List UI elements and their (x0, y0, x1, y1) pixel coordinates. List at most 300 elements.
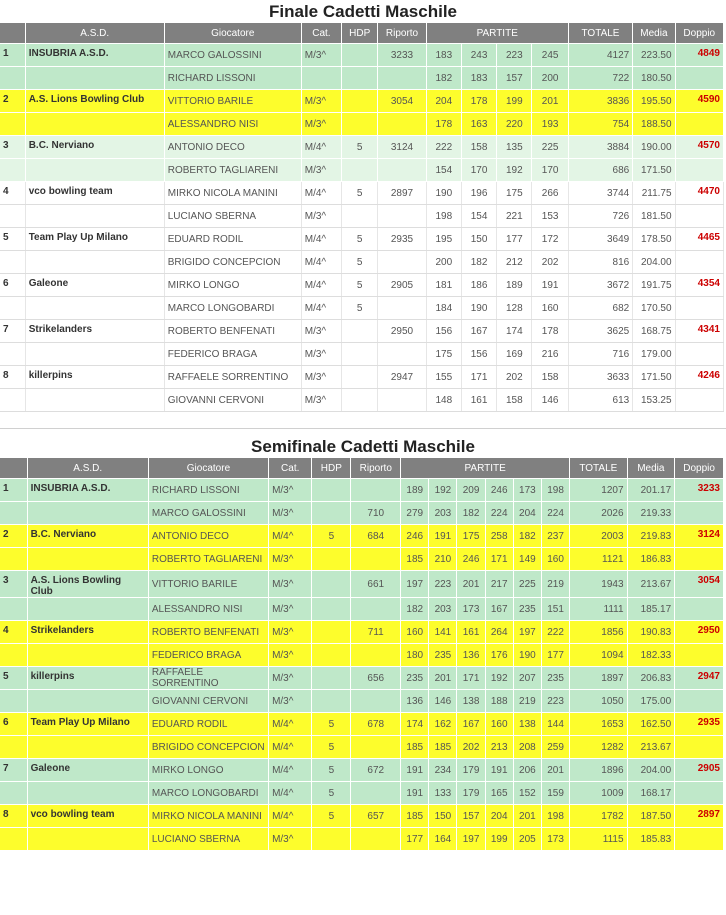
category-cell: M/4^ (269, 805, 312, 828)
game-score: 177 (401, 828, 429, 851)
totale-cell: 1050 (570, 690, 627, 713)
category-cell: M/4^ (269, 759, 312, 782)
category-cell: M/4^ (301, 228, 341, 251)
game-score: 178 (426, 113, 461, 136)
game-score: 221 (497, 205, 532, 228)
game-score: 203 (429, 598, 457, 621)
team-cell (27, 690, 148, 713)
game-score: 152 (513, 782, 541, 805)
rank-cell: 4 (0, 182, 25, 205)
player-name: ALESSANDRO NISI (148, 598, 268, 621)
game-score: 191 (429, 525, 457, 548)
team-cell (25, 251, 164, 274)
media-cell: 187.50 (627, 805, 675, 828)
doppio-cell (675, 502, 724, 525)
riporto-cell: 2905 (378, 274, 426, 297)
media-cell: 168.75 (633, 320, 675, 343)
game-score: 144 (541, 713, 569, 736)
game-score: 197 (401, 571, 429, 598)
game-score: 179 (457, 759, 485, 782)
game-score: 158 (532, 366, 568, 389)
game-score: 216 (532, 343, 568, 366)
header-doppio: Doppio (675, 23, 723, 44)
category-cell: M/3^ (301, 113, 341, 136)
doppio-cell: 4590 (675, 90, 723, 113)
game-score: 201 (541, 759, 569, 782)
game-score: 173 (457, 598, 485, 621)
media-cell: 190.83 (627, 621, 675, 644)
table-row (0, 782, 724, 805)
player-name: RICHARD LISSONI (164, 67, 301, 90)
doppio-cell (675, 67, 723, 90)
riporto-cell: 661 (351, 571, 401, 598)
riporto-cell: 3124 (378, 136, 426, 159)
player-name: MIRKO LONGO (148, 759, 268, 782)
game-score: 200 (426, 251, 461, 274)
category-cell: M/3^ (301, 320, 341, 343)
totale-cell: 3625 (568, 320, 632, 343)
game-score: 223 (541, 690, 569, 713)
media-cell: 182.33 (627, 644, 675, 667)
game-score: 192 (485, 667, 513, 690)
riporto-cell (351, 479, 401, 502)
game-score: 183 (426, 44, 461, 67)
media-cell: 168.17 (627, 782, 675, 805)
doppio-cell: 3054 (675, 571, 724, 598)
doppio-cell: 4341 (675, 320, 723, 343)
game-score: 192 (429, 479, 457, 502)
riporto-cell: 656 (351, 667, 401, 690)
game-score: 177 (497, 228, 532, 251)
table-row (0, 828, 724, 851)
table-row (0, 502, 724, 525)
game-score: 162 (429, 713, 457, 736)
header-cat: Cat. (269, 458, 312, 479)
game-score: 279 (401, 502, 429, 525)
category-cell: M/4^ (269, 713, 312, 736)
hdp-cell (342, 90, 378, 113)
media-cell: 185.83 (627, 828, 675, 851)
media-cell: 186.83 (627, 548, 675, 571)
totale-cell: 1282 (570, 736, 627, 759)
game-score: 237 (541, 525, 569, 548)
rank-cell (0, 502, 27, 525)
team-cell (27, 828, 148, 851)
game-score: 171 (461, 366, 496, 389)
player-name: MARCO GALOSSINI (164, 44, 301, 67)
media-cell: 171.50 (633, 366, 675, 389)
game-score: 153 (532, 205, 568, 228)
rank-cell (0, 343, 25, 366)
header-giocatore: Giocatore (148, 458, 268, 479)
category-cell: M/4^ (269, 525, 312, 548)
game-score: 169 (497, 343, 532, 366)
team-cell: A.S. Lions Bowling Club (25, 90, 164, 113)
player-name: FEDERICO BRAGA (148, 644, 268, 667)
riporto-cell (378, 251, 426, 274)
category-cell: M/3^ (301, 366, 341, 389)
player-name: BRIGIDO CONCEPCION (164, 251, 301, 274)
totale-cell: 1009 (570, 782, 627, 805)
table-row (0, 274, 724, 297)
player-name: MARCO GALOSSINI (148, 502, 268, 525)
game-score: 190 (461, 297, 496, 320)
doppio-cell: 2897 (675, 805, 724, 828)
media-cell: 191.75 (633, 274, 675, 297)
game-score: 185 (401, 805, 429, 828)
player-name: BRIGIDO CONCEPCION (148, 736, 268, 759)
table-row (0, 759, 724, 782)
game-score: 246 (457, 548, 485, 571)
game-score: 182 (426, 67, 461, 90)
game-score: 224 (541, 502, 569, 525)
doppio-cell (675, 644, 724, 667)
team-cell: Team Play Up Milano (27, 713, 148, 736)
game-score: 235 (513, 598, 541, 621)
rank-cell: 7 (0, 320, 25, 343)
header-doppio: Doppio (675, 458, 724, 479)
table-row (0, 571, 724, 598)
doppio-cell (675, 343, 723, 366)
player-name: EDUARD RODIL (148, 713, 268, 736)
media-cell: 171.50 (633, 159, 675, 182)
hdp-cell: 5 (342, 251, 378, 274)
final-title: Finale Cadetti Maschile (269, 2, 457, 21)
totale-cell: 3649 (568, 228, 632, 251)
doppio-cell (675, 389, 723, 412)
game-score: 184 (426, 297, 461, 320)
media-cell: 204.00 (627, 759, 675, 782)
hdp-cell (342, 389, 378, 412)
game-score: 175 (497, 182, 532, 205)
game-score: 246 (401, 525, 429, 548)
game-score: 210 (429, 548, 457, 571)
team-cell: B.C. Nerviano (25, 136, 164, 159)
riporto-cell: 684 (351, 525, 401, 548)
game-score: 208 (513, 736, 541, 759)
category-cell: M/4^ (301, 182, 341, 205)
rank-cell: 1 (0, 479, 27, 502)
team-cell: Galeone (27, 759, 148, 782)
game-score: 222 (541, 621, 569, 644)
game-score: 235 (541, 667, 569, 690)
media-cell: 201.17 (627, 479, 675, 502)
riporto-cell: 2897 (378, 182, 426, 205)
game-score: 161 (457, 621, 485, 644)
table-row (0, 320, 724, 343)
game-score: 200 (532, 67, 568, 90)
hdp-cell: 5 (312, 713, 351, 736)
riporto-cell (378, 159, 426, 182)
game-score: 173 (541, 828, 569, 851)
game-score: 154 (426, 159, 461, 182)
game-score: 199 (497, 90, 532, 113)
game-score: 165 (485, 782, 513, 805)
table-row (0, 525, 724, 548)
totale-cell: 816 (568, 251, 632, 274)
game-score: 154 (461, 205, 496, 228)
game-score: 219 (513, 690, 541, 713)
team-cell (25, 297, 164, 320)
totale-cell: 716 (568, 343, 632, 366)
hdp-cell: 5 (342, 297, 378, 320)
totale-cell: 1856 (570, 621, 627, 644)
header-giocatore: Giocatore (164, 23, 301, 44)
doppio-cell (675, 297, 723, 320)
rank-cell (0, 113, 25, 136)
game-score: 189 (401, 479, 429, 502)
totale-cell: 613 (568, 389, 632, 412)
doppio-cell: 4570 (675, 136, 723, 159)
category-cell: M/3^ (301, 389, 341, 412)
totale-cell: 1207 (570, 479, 627, 502)
category-cell: M/4^ (269, 736, 312, 759)
hdp-cell: 5 (312, 805, 351, 828)
player-name: MIRKO NICOLA MANINI (148, 805, 268, 828)
doppio-cell (675, 113, 723, 136)
player-name: LUCIANO SBERNA (164, 205, 301, 228)
game-score: 138 (457, 690, 485, 713)
team-cell (27, 548, 148, 571)
totale-cell: 2003 (570, 525, 627, 548)
media-cell: 185.17 (627, 598, 675, 621)
team-cell (27, 502, 148, 525)
category-cell: M/3^ (301, 90, 341, 113)
game-score: 161 (461, 389, 496, 412)
hdp-cell (312, 502, 351, 525)
media-cell: 213.67 (627, 736, 675, 759)
game-score: 204 (426, 90, 461, 113)
rank-cell (0, 251, 25, 274)
hdp-cell (312, 690, 351, 713)
game-score: 136 (457, 644, 485, 667)
doppio-cell: 2950 (675, 621, 724, 644)
table-row (0, 90, 724, 113)
table-row (0, 690, 724, 713)
riporto-cell (378, 67, 426, 90)
header-hdp: HDP (342, 23, 378, 44)
game-score: 182 (461, 251, 496, 274)
totale-cell: 3884 (568, 136, 632, 159)
riporto-cell: 3054 (378, 90, 426, 113)
game-score: 155 (426, 366, 461, 389)
table-row (0, 113, 724, 136)
category-cell: M/3^ (269, 571, 312, 598)
hdp-cell (342, 159, 378, 182)
hdp-cell: 5 (342, 274, 378, 297)
doppio-cell (675, 598, 724, 621)
category-cell: M/3^ (269, 548, 312, 571)
game-score: 133 (429, 782, 457, 805)
doppio-cell (675, 736, 724, 759)
game-score: 174 (497, 320, 532, 343)
game-score: 156 (426, 320, 461, 343)
game-score: 243 (461, 44, 496, 67)
game-score: 219 (541, 571, 569, 598)
game-score: 176 (485, 644, 513, 667)
category-cell (301, 67, 341, 90)
team-cell: killerpins (27, 667, 148, 690)
game-score: 199 (485, 828, 513, 851)
game-score: 167 (457, 713, 485, 736)
rank-cell: 2 (0, 90, 25, 113)
game-score: 201 (457, 571, 485, 598)
totale-cell: 1653 (570, 713, 627, 736)
doppio-cell: 4465 (675, 228, 723, 251)
doppio-cell (675, 205, 723, 228)
game-score: 225 (532, 136, 568, 159)
game-score: 157 (497, 67, 532, 90)
team-cell: Team Play Up Milano (25, 228, 164, 251)
header-totale: TOTALE (568, 23, 632, 44)
media-cell: 223.50 (633, 44, 675, 67)
game-score: 175 (426, 343, 461, 366)
player-name: RAFFAELE SORRENTINO (148, 667, 268, 690)
team-cell: A.S. Lions Bowling Club (27, 571, 148, 598)
media-cell: 190.00 (633, 136, 675, 159)
game-score: 198 (426, 205, 461, 228)
totale-cell: 1896 (570, 759, 627, 782)
doppio-cell: 2947 (675, 667, 724, 690)
hdp-cell: 5 (312, 782, 351, 805)
rank-cell (0, 159, 25, 182)
game-score: 206 (513, 759, 541, 782)
table-row (0, 389, 724, 412)
game-score: 195 (426, 228, 461, 251)
game-score: 178 (461, 90, 496, 113)
totale-cell: 1121 (570, 548, 627, 571)
rank-cell: 7 (0, 759, 27, 782)
table-row (0, 67, 724, 90)
game-score: 223 (497, 44, 532, 67)
rank-cell (0, 205, 25, 228)
game-score: 198 (541, 805, 569, 828)
team-cell (27, 644, 148, 667)
rank-cell: 8 (0, 805, 27, 828)
header-partite: PARTITE (401, 458, 570, 479)
game-score: 202 (532, 251, 568, 274)
game-score: 141 (429, 621, 457, 644)
game-score: 225 (513, 571, 541, 598)
team-cell: Galeone (25, 274, 164, 297)
game-score: 189 (497, 274, 532, 297)
totale-cell: 1897 (570, 667, 627, 690)
media-cell: 162.50 (627, 713, 675, 736)
hdp-cell (342, 113, 378, 136)
media-cell: 219.83 (627, 525, 675, 548)
rank-cell: 4 (0, 621, 27, 644)
player-name: MIRKO LONGO (164, 274, 301, 297)
category-cell: M/3^ (269, 621, 312, 644)
totale-cell: 1115 (570, 828, 627, 851)
riporto-cell (378, 205, 426, 228)
player-name: ROBERTO TAGLIARENI (164, 159, 301, 182)
game-score: 182 (513, 525, 541, 548)
table-row (0, 548, 724, 571)
riporto-cell: 672 (351, 759, 401, 782)
game-score: 202 (457, 736, 485, 759)
game-score: 188 (485, 690, 513, 713)
game-score: 204 (513, 502, 541, 525)
player-name: MIRKO NICOLA MANINI (164, 182, 301, 205)
header-riporto: Riporto (351, 458, 401, 479)
game-score: 264 (485, 621, 513, 644)
riporto-cell: 657 (351, 805, 401, 828)
rank-cell: 5 (0, 667, 27, 690)
table-row (0, 136, 724, 159)
game-score: 223 (429, 571, 457, 598)
game-score: 186 (461, 274, 496, 297)
game-score: 150 (429, 805, 457, 828)
game-score: 197 (513, 621, 541, 644)
game-score: 158 (497, 389, 532, 412)
player-name: FEDERICO BRAGA (164, 343, 301, 366)
doppio-cell: 4849 (675, 44, 723, 67)
game-score: 146 (532, 389, 568, 412)
game-score: 150 (461, 228, 496, 251)
media-cell: 153.25 (633, 389, 675, 412)
rank-cell: 3 (0, 136, 25, 159)
header-hdp: HDP (312, 458, 351, 479)
rank-cell (0, 389, 25, 412)
game-score: 177 (541, 644, 569, 667)
game-score: 258 (485, 525, 513, 548)
game-score: 205 (513, 828, 541, 851)
player-name: RAFFAELE SORRENTINO (164, 366, 301, 389)
category-cell: M/3^ (269, 667, 312, 690)
rank-cell (0, 736, 27, 759)
category-cell: M/4^ (301, 274, 341, 297)
hdp-cell (312, 644, 351, 667)
totale-cell: 682 (568, 297, 632, 320)
table-row (0, 805, 724, 828)
hdp-cell: 5 (342, 136, 378, 159)
game-score: 160 (401, 621, 429, 644)
riporto-cell (351, 736, 401, 759)
media-cell: 195.50 (633, 90, 675, 113)
riporto-cell (351, 828, 401, 851)
game-score: 201 (532, 90, 568, 113)
player-name: GIOVANNI CERVONI (164, 389, 301, 412)
rank-cell: 3 (0, 571, 27, 598)
game-score: 163 (461, 113, 496, 136)
game-score: 224 (485, 502, 513, 525)
rank-cell (0, 548, 27, 571)
game-score: 136 (401, 690, 429, 713)
category-cell: M/3^ (301, 343, 341, 366)
game-score: 160 (485, 713, 513, 736)
totale-cell: 1111 (570, 598, 627, 621)
game-score: 156 (461, 343, 496, 366)
header-partite: PARTITE (426, 23, 568, 44)
game-score: 138 (513, 713, 541, 736)
game-score: 167 (485, 598, 513, 621)
game-score: 245 (532, 44, 568, 67)
rank-cell: 6 (0, 274, 25, 297)
riporto-cell (351, 782, 401, 805)
header-row (0, 23, 724, 44)
game-score: 171 (485, 548, 513, 571)
header-cat: Cat. (301, 23, 341, 44)
table-row (0, 182, 724, 205)
category-cell: M/4^ (301, 297, 341, 320)
player-name: ALESSANDRO NISI (164, 113, 301, 136)
table-row (0, 44, 724, 67)
final-standings-table (0, 23, 724, 412)
table-row (0, 159, 724, 182)
game-score: 185 (401, 548, 429, 571)
header-pos (0, 23, 25, 44)
